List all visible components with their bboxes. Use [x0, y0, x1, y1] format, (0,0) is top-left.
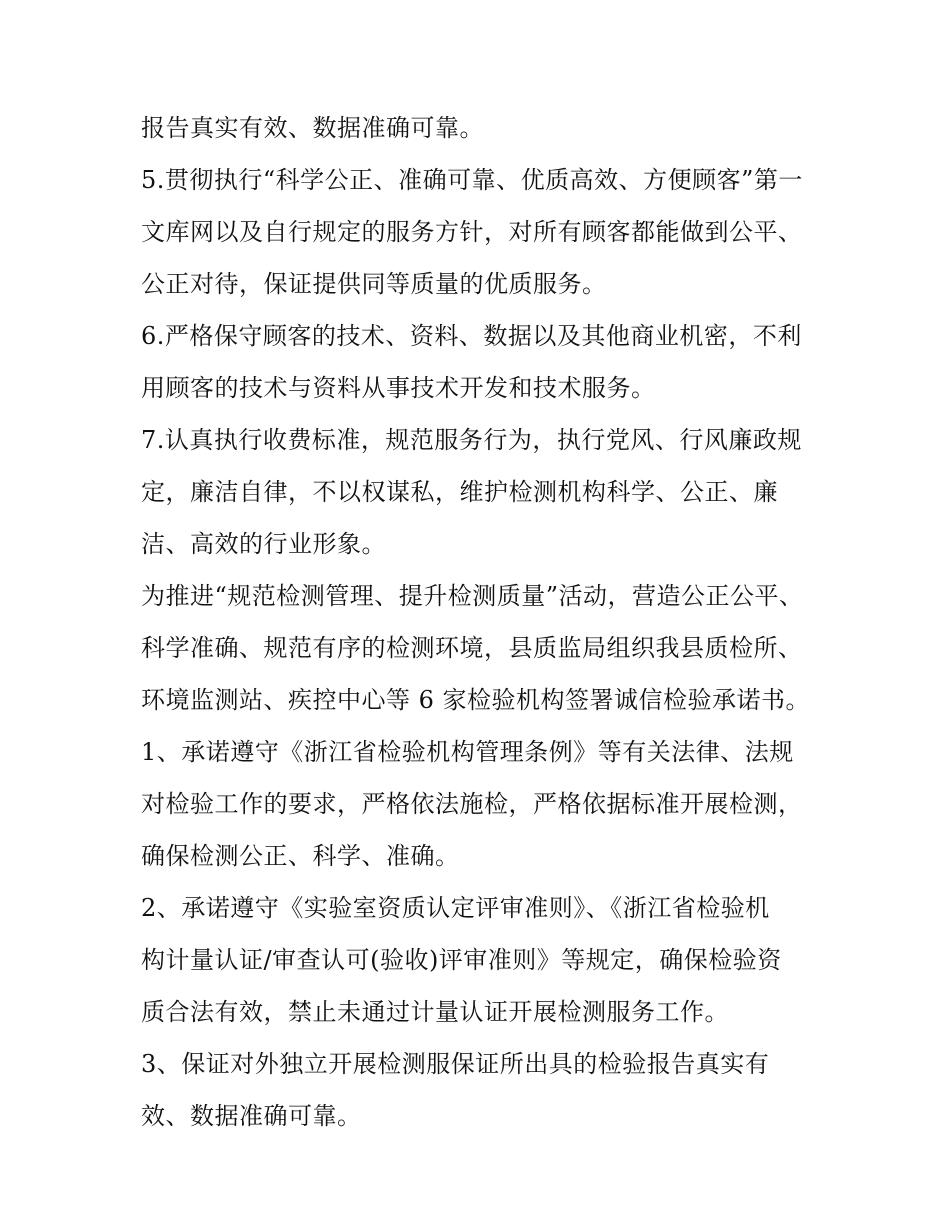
text-line: 为推进“规范检测管理、提升检测质量”活动，营造公正公平、: [141, 582, 804, 610]
text-line: 质合法有效，禁止未通过计量认证开展检测服务工作。: [141, 998, 729, 1026]
text-line: 3、保证对外独立开展检测服保证所出具的检验报告真实有: [141, 1050, 770, 1078]
text-line: 洁、高效的行业形象。: [141, 530, 386, 558]
text-line: 科学准确、规范有序的检测环境，县质监局组织我县质检所、: [141, 634, 803, 662]
text-line: 对检验工作的要求，严格依法施检，严格依据标准开展检测，: [141, 790, 803, 818]
text-line: 构计量认证/审查认可(验收)评审准则》等规定，确保检验资: [141, 946, 782, 974]
document-body: [141, 102, 811, 1142]
text-line: 5.贯彻执行“科学公正、准确可靠、优质高效、方便顾客”第一: [141, 166, 803, 194]
text-line: 定，廉洁自律，不以权谋私，维护检测机构科学、公正、廉: [141, 478, 778, 506]
text-line: 用顾客的技术与资料从事技术开发和技术服务。: [141, 374, 656, 402]
text-line: 报告真实有效、数据准确可靠。: [141, 114, 484, 142]
text-line: 1、承诺遵守《浙江省检验机构管理条例》等有关法律、法规: [141, 738, 794, 766]
text-line: 公正对待，保证提供同等质量的优质服务。: [141, 270, 607, 298]
text-line: 6.严格保守顾客的技术、资料、数据以及其他商业机密，不利: [141, 322, 802, 350]
text-line: 2、承诺遵守《实验室资质认定评审准则》、《浙江省检验机: [141, 894, 770, 922]
text-line: 确保检测公正、科学、准确。: [141, 842, 460, 870]
text-line: 效、数据准确可靠。: [141, 1102, 362, 1130]
text-line: 文库网以及自行规定的服务方针，对所有顾客都能做到公平、: [141, 218, 803, 246]
text-line: 环境监测站、疾控中心等 6 家检验机构签署诚信检验承诺书。: [141, 686, 811, 714]
text-line: 7.认真执行收费标准，规范服务行为，执行党风、行风廉政规: [141, 426, 802, 454]
